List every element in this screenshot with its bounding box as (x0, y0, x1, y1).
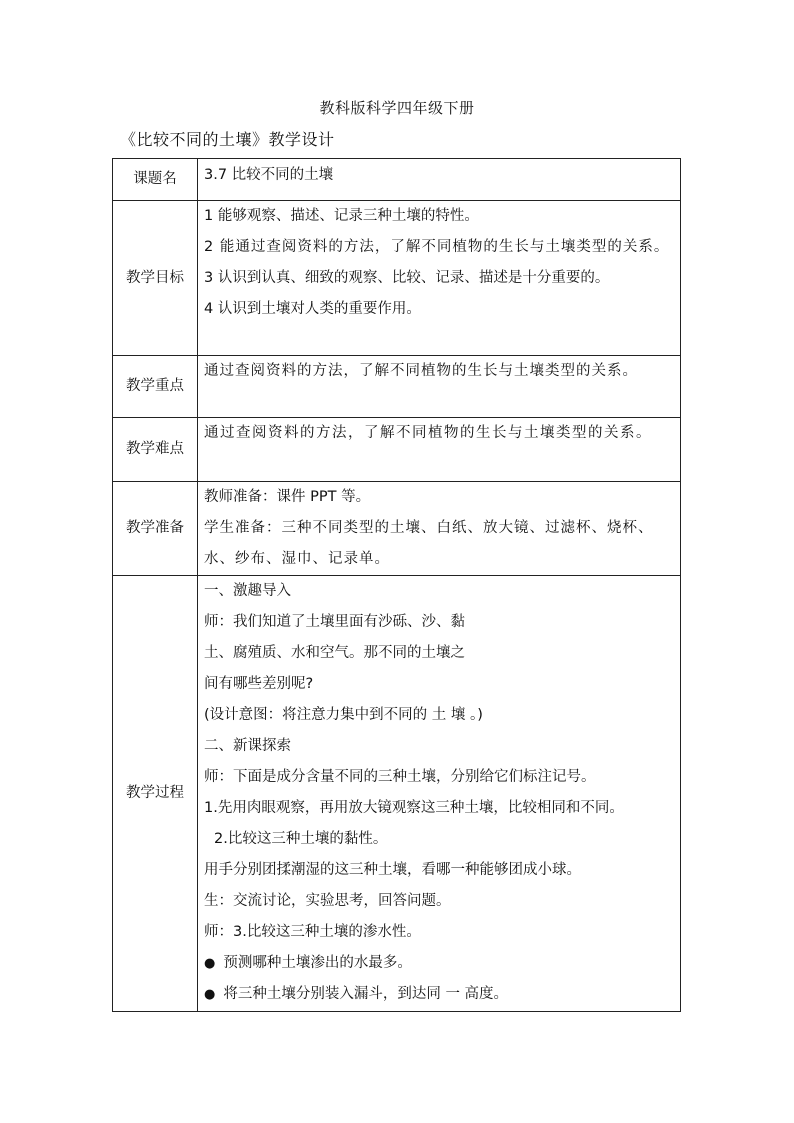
label-preparation: 教学准备 (113, 482, 198, 576)
book-header: 教科版科学四年级下册 (319, 99, 475, 117)
row-topic (113, 159, 681, 201)
key-point-text: 通过查阅资料的方法，了解不同植物的生长与土壤类型的关系。 (204, 363, 638, 379)
label-goals: 教学目标 (113, 201, 198, 356)
process-line: 土、腐殖质、水和空气。那不同的土壤之 (204, 645, 465, 661)
process-line: 2.比较这三种土壤的黏性。 (214, 831, 388, 847)
value-topic (198, 159, 681, 201)
label-key-point: 教学重点 (113, 356, 198, 418)
goal-item: 2 能通过查阅资料的方法，了解不同植物的生长与土壤类型的关系。 (204, 239, 670, 255)
topic-text: 3.7 比较不同的土壤 (204, 167, 334, 183)
value-key-point (198, 356, 681, 418)
teacher-preparation: 教师准备：课件 PPT 等。 (204, 489, 371, 505)
student-preparation: 学生准备：三种不同类型的土壤、白纸、放大镜、过滤杯、烧杯、水、纱布、湿巾、记录单。 (204, 520, 654, 567)
goal-item: 4 认识到土壤对人类的重要作用。 (204, 301, 421, 317)
difficulty-text: 通过查阅资料的方法，了解不同植物的生长与土壤类型的关系。 (204, 425, 652, 441)
row-preparation (113, 482, 681, 576)
label-difficulty: 教学难点 (113, 418, 198, 482)
process-line: 师：3.比较这三种土壤的渗水性。 (204, 924, 421, 940)
row-difficulty (113, 418, 681, 482)
value-difficulty (198, 418, 681, 482)
goal-item: 3 认识到认真、细致的观察、比较、记录、描述是十分重要的。 (204, 270, 610, 286)
row-key-point (113, 356, 681, 418)
label-process: 教学过程 (113, 576, 198, 1012)
process-line: 1.先用肉眼观察，再用放大镜观察这三种土壤，比较相同和不同。 (204, 800, 624, 816)
value-process (198, 576, 681, 1012)
value-preparation (198, 482, 681, 576)
lesson-plan-table (112, 158, 681, 1012)
process-line: 生：交流讨论，实验思考，回答问题。 (204, 893, 451, 909)
process-line: 师：我们知道了土壤里面有沙砾、沙、黏 (204, 614, 465, 630)
label-topic: 课题名 (113, 159, 198, 201)
process-line: 用手分别团揉潮湿的这三种土壤，看哪一种能够团成小球。 (204, 862, 581, 878)
value-goals (198, 201, 681, 356)
process-line: 二、新课探索 (204, 738, 291, 754)
process-bullet: ● 将三种土壤分别装入漏斗，到达同 一 高度。 (204, 979, 672, 1010)
row-process (113, 576, 681, 1012)
document-title: 《比较不同的土壤》教学设计 (120, 130, 335, 149)
process-bullet: ● 预测哪种土壤渗出的水最多。 (204, 948, 672, 979)
process-line: (设计意图：将注意力集中到不同的 土 壤 。) (204, 707, 483, 723)
process-line: 师：下面是成分含量不同的三种土壤，分别给它们标注记号。 (204, 769, 596, 785)
row-goals (113, 201, 681, 356)
goal-item: 1 能够观察、描述、记录三种土壤的特性。 (204, 208, 479, 224)
process-line: 间有哪些差别呢? (204, 676, 314, 692)
process-line: 一、激趣导入 (204, 583, 291, 599)
